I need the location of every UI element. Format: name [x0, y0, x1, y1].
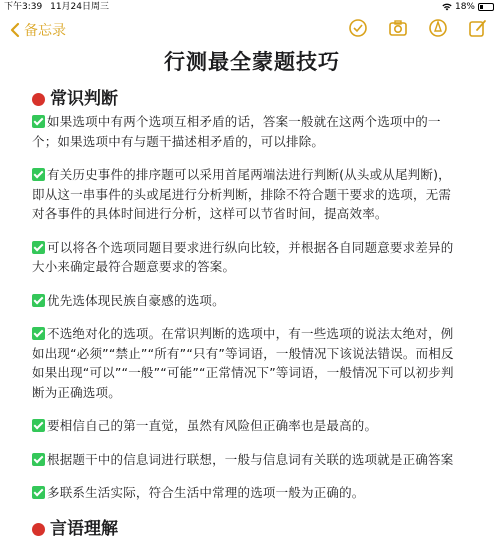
- status-date: 11月24日周三: [50, 2, 109, 12]
- check-icon: [32, 327, 45, 340]
- check-icon: [32, 419, 45, 432]
- tip-item: [32, 291, 462, 311]
- tip-item: [32, 238, 462, 277]
- camera-button[interactable]: [388, 18, 408, 38]
- tip-item: [32, 450, 462, 470]
- red-circle-icon: [32, 523, 45, 536]
- tip-text: 多联系生活实际，符合生活中常理的选项一般为正确的。: [47, 485, 365, 500]
- tip-text: 要相信自己的第一直觉，虽然有风险但正确率也是最高的。: [47, 418, 378, 433]
- tip-item: [32, 165, 462, 224]
- section-title: 言语理解: [50, 519, 118, 539]
- section-heading-common-sense: [32, 86, 472, 112]
- tip-text: 优先选体现民族自豪感的选项。: [47, 292, 225, 308]
- checklist-button[interactable]: [348, 18, 368, 38]
- back-button[interactable]: [10, 20, 66, 40]
- tip-text: 可以将各个选项同题目要求进行纵向比较，并根据各自同题意要求差异的大小来确定最符合题意要求的答案。: [32, 239, 454, 274]
- check-icon: [32, 486, 45, 499]
- tip-text: 不选绝对化的选项。在常识判断的选项中，有一些选项的说法太绝对，例如出现“必须”“禁止”“所有”“只有”等词语，一般情况下该说法错误。而相反如果出现“可以”“一般”“可能”“正常情况下”等词语，一般情况下可以初步判断为正确选项。: [32, 326, 454, 400]
- markup-button[interactable]: [428, 18, 448, 38]
- compose-icon: [468, 18, 488, 38]
- tip-item: [32, 416, 462, 436]
- red-circle-icon: [32, 93, 45, 106]
- note-body[interactable]: [32, 44, 472, 517]
- tip-item: [32, 112, 462, 151]
- toolbar: [0, 14, 500, 44]
- status-bar: [0, 0, 500, 14]
- check-icon: [32, 115, 45, 128]
- tip-text: 根据题干中的信息词进行联想，一般与信息词有关联的选项就是正确答案: [47, 451, 454, 467]
- check-icon: [32, 294, 45, 307]
- compose-button[interactable]: [468, 18, 488, 38]
- checklist-icon: [348, 18, 368, 38]
- note-title: 行测最全蒙题技巧: [164, 50, 340, 74]
- check-icon: [32, 453, 45, 466]
- camera-icon: [388, 18, 408, 38]
- wifi-icon: [442, 3, 452, 11]
- battery-icon: [478, 3, 494, 11]
- tip-text: 有关历史事件的排序题可以采用首尾两端法进行判断(从头或从尾判断)，即从这一串事件的头或尾进行分析判断，排除不符合题干要求的选项，无需对各事件的具体时间进行分析，这样可以节省时间，提高效率。: [32, 167, 452, 221]
- section-title: 常识判断: [50, 89, 118, 109]
- chevron-left-icon: [10, 22, 20, 38]
- tip-item: [32, 324, 462, 402]
- status-time: 下午3:39: [4, 2, 43, 12]
- battery-percent: 18%: [454, 2, 475, 12]
- tip-text: 如果选项中有两个选项互相矛盾的话，答案一般就在这两个选项中的一个；如果选项中有与题干描述相矛盾的，可以排除。: [32, 114, 441, 149]
- tip-item: [32, 483, 462, 503]
- section-heading-verbal: [32, 516, 118, 542]
- check-icon: [32, 168, 45, 181]
- back-label: 备忘录: [24, 23, 66, 39]
- pen-icon: [428, 18, 448, 38]
- check-icon: [32, 241, 45, 254]
